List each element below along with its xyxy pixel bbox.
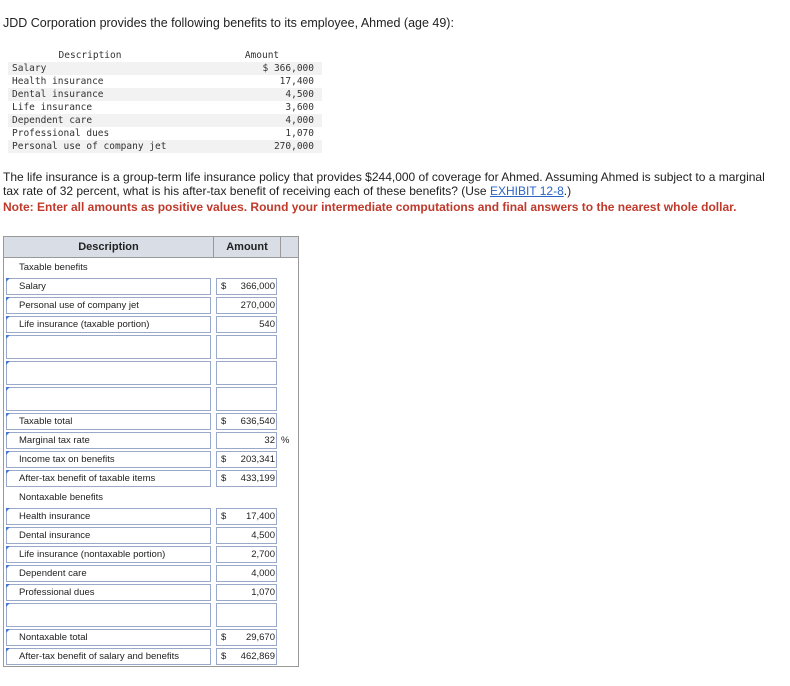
unit-cell: [279, 602, 298, 628]
given-table-header: [8, 49, 322, 62]
description-cell[interactable]: [4, 602, 213, 628]
description-cell[interactable]: [4, 628, 213, 647]
blank-entry-row: [4, 602, 298, 628]
answer-row: [4, 526, 298, 545]
given-desc: Health insurance: [12, 76, 104, 87]
dollar-sign: $: [221, 416, 227, 427]
answer-row: [4, 647, 298, 666]
amount-cell[interactable]: [213, 507, 279, 526]
answer-row: [4, 258, 298, 277]
dropdown-flag-icon: [6, 527, 10, 531]
given-amount: 1,070: [285, 128, 314, 139]
given-row: [8, 140, 322, 153]
description-cell[interactable]: [4, 412, 213, 431]
amount-cell[interactable]: [213, 469, 279, 488]
description-label: Dental insurance: [19, 530, 91, 541]
amount-value: 433,199: [240, 473, 275, 484]
description-label: After-tax benefit of taxable items: [19, 473, 156, 484]
answer-header-description: Description: [4, 237, 214, 257]
answer-row: [4, 545, 298, 564]
amount-value: 4,000: [251, 568, 275, 579]
description-cell[interactable]: [4, 545, 213, 564]
given-desc: Dependent care: [12, 115, 93, 126]
given-amount: 270,000: [273, 141, 314, 152]
amount-input[interactable]: [216, 603, 277, 627]
description-input[interactable]: [6, 387, 211, 411]
unit-cell: [279, 296, 298, 315]
answer-row: [4, 450, 298, 469]
dropdown-flag-icon: [6, 335, 10, 339]
amount-cell[interactable]: [213, 564, 279, 583]
amount-cell[interactable]: [213, 602, 279, 628]
amount-cell[interactable]: [213, 386, 279, 412]
percent-sign: %: [281, 435, 290, 446]
answer-row: [4, 469, 298, 488]
unit-cell: [279, 488, 298, 507]
unit-cell: [279, 526, 298, 545]
dollar-sign: $: [221, 281, 227, 292]
given-row: [8, 127, 322, 140]
unit-cell: [279, 277, 298, 296]
given-amount: 17,400: [279, 76, 314, 87]
description-label: Taxable total: [19, 416, 73, 427]
unit-cell: [279, 628, 298, 647]
given-amount: 3,600: [285, 102, 314, 113]
given-amount: $ 366,000: [262, 63, 314, 74]
amount-cell[interactable]: [213, 412, 279, 431]
given-desc: Personal use of company jet: [12, 141, 167, 152]
dollar-sign: $: [221, 473, 227, 484]
answer-row: [4, 277, 298, 296]
description-cell[interactable]: [4, 647, 213, 666]
description-label: Salary: [19, 281, 46, 292]
description-cell[interactable]: [4, 564, 213, 583]
answer-row: [4, 431, 298, 450]
unit-cell: [279, 469, 298, 488]
description-label: Income tax on benefits: [19, 454, 115, 465]
answer-row: [4, 488, 298, 507]
dollar-sign: $: [221, 632, 227, 643]
unit-cell: [279, 258, 298, 277]
unit-cell: [279, 412, 298, 431]
description-label: Nontaxable benefits: [19, 492, 103, 503]
description-cell[interactable]: [4, 431, 213, 450]
blank-entry-row: [4, 334, 298, 360]
dropdown-flag-icon: [6, 278, 10, 282]
blank-entry-row: [4, 360, 298, 386]
dropdown-flag-icon: [6, 629, 10, 633]
dropdown-flag-icon: [6, 361, 10, 365]
amount-value: 462,869: [240, 651, 275, 662]
description-cell[interactable]: [4, 334, 213, 360]
given-amount: 4,000: [285, 115, 314, 126]
unit-cell: [279, 647, 298, 666]
dropdown-flag-icon: [6, 470, 10, 474]
amount-cell[interactable]: [213, 296, 279, 315]
question-end: .): [563, 184, 572, 198]
question-text: [3, 170, 783, 198]
description-label: Life insurance (taxable portion): [19, 319, 150, 330]
description-label: After-tax benefit of salary and benefits: [19, 651, 180, 662]
answer-row: [4, 315, 298, 334]
blank-entry-row: [4, 386, 298, 412]
amount-value: 29,670: [245, 632, 275, 643]
given-header-amount: Amount: [244, 50, 280, 61]
unit-cell: [279, 545, 298, 564]
dollar-sign: $: [221, 651, 227, 662]
description-cell[interactable]: [4, 386, 213, 412]
unit-cell: [279, 386, 298, 412]
unit-cell: [279, 507, 298, 526]
intro-text: JDD Corporation provides the following benefits to its employee, Ahmed (age 49):: [3, 16, 454, 30]
instruction-note: Note: Enter all amounts as positive values. Round your intermediate computations and final answers to the nearest whole dollar.: [3, 200, 737, 214]
amount-value: 540: [259, 319, 275, 330]
dropdown-flag-icon: [6, 451, 10, 455]
answer-row: [4, 628, 298, 647]
dropdown-flag-icon: [6, 648, 10, 652]
answer-row: [4, 564, 298, 583]
amount-cell[interactable]: [213, 583, 279, 602]
given-row: [8, 75, 322, 88]
amount-cell[interactable]: [213, 628, 279, 647]
answer-table-header: [4, 237, 298, 258]
dropdown-flag-icon: [6, 508, 10, 512]
answer-row: [4, 583, 298, 602]
dropdown-flag-icon: [6, 413, 10, 417]
description-label: Taxable benefits: [19, 262, 88, 273]
dropdown-flag-icon: [6, 565, 10, 569]
unit-cell: [279, 431, 298, 450]
description-cell[interactable]: [4, 526, 213, 545]
description-cell: [4, 488, 213, 507]
description-label: Dependent care: [19, 568, 87, 579]
description-cell[interactable]: [4, 360, 213, 386]
dropdown-flag-icon: [6, 297, 10, 301]
amount-value: 4,500: [251, 530, 275, 541]
given-desc: Dental insurance: [12, 89, 104, 100]
amount-cell[interactable]: [213, 277, 279, 296]
unit-cell: [279, 583, 298, 602]
amount-value: 270,000: [240, 300, 275, 311]
amount-cell[interactable]: [213, 526, 279, 545]
given-row: [8, 88, 322, 101]
given-desc: Professional dues: [12, 128, 110, 139]
given-row: [8, 114, 322, 127]
description-cell[interactable]: [4, 469, 213, 488]
dollar-sign: $: [221, 454, 227, 465]
dropdown-flag-icon: [6, 432, 10, 436]
dropdown-flag-icon: [6, 546, 10, 550]
amount-value: 636,540: [240, 416, 275, 427]
given-amount: 4,500: [285, 89, 314, 100]
amount-value: 17,400: [245, 511, 275, 522]
amount-cell[interactable]: [213, 647, 279, 666]
description-input[interactable]: [6, 361, 211, 385]
description-label: Life insurance (nontaxable portion): [19, 549, 166, 560]
amount-cell[interactable]: [213, 360, 279, 386]
description-cell[interactable]: [4, 450, 213, 469]
given-row: [8, 101, 322, 114]
amount-value: 2,700: [251, 549, 275, 560]
dropdown-flag-icon: [6, 603, 10, 607]
amount-value: 1,070: [251, 587, 275, 598]
description-label: Professional dues: [19, 587, 95, 598]
question-body: The life insurance is a group-term life insurance policy that provides $244,000 of coverage for Ahmed. Assuming Ahmed is subject to a marginal tax rate of 32 percent, what is his after-tax benefit of receiving each of these benefits? (Use: [3, 170, 765, 198]
amount-cell: [213, 258, 279, 277]
amount-input[interactable]: [216, 387, 277, 411]
amount-cell[interactable]: [213, 545, 279, 564]
amount-cell[interactable]: [213, 431, 279, 450]
unit-cell: [279, 315, 298, 334]
description-cell[interactable]: [4, 296, 213, 315]
answer-row: [4, 507, 298, 526]
answer-row: [4, 412, 298, 431]
amount-value: 203,341: [240, 454, 275, 465]
answer-row: [4, 296, 298, 315]
amount-cell[interactable]: [213, 315, 279, 334]
given-desc: Life insurance: [12, 102, 93, 113]
given-desc: Salary: [12, 63, 47, 74]
description-input[interactable]: [6, 335, 211, 359]
description-cell[interactable]: [4, 277, 213, 296]
description-label: Nontaxable total: [19, 632, 88, 643]
dropdown-flag-icon: [6, 387, 10, 391]
given-benefits-table: [8, 49, 322, 153]
unit-cell: [279, 564, 298, 583]
description-cell[interactable]: [4, 315, 213, 334]
amount-value: 32: [264, 435, 275, 446]
description-cell: [4, 258, 213, 277]
description-label: Marginal tax rate: [19, 435, 90, 446]
amount-cell: [213, 488, 279, 507]
description-cell[interactable]: [4, 507, 213, 526]
dropdown-flag-icon: [6, 584, 10, 588]
unit-cell: [279, 450, 298, 469]
unit-cell: [279, 334, 298, 360]
description-input[interactable]: [6, 603, 211, 627]
amount-cell[interactable]: [213, 450, 279, 469]
description-cell[interactable]: [4, 583, 213, 602]
amount-value: 366,000: [240, 281, 275, 292]
dropdown-flag-icon: [6, 316, 10, 320]
description-label: Health insurance: [19, 511, 91, 522]
amount-input[interactable]: [216, 361, 277, 385]
dollar-sign: $: [221, 511, 227, 522]
answer-header-amount: Amount: [214, 237, 281, 257]
answer-table: [3, 236, 299, 667]
description-label: Personal use of company jet: [19, 300, 139, 311]
unit-cell: [279, 360, 298, 386]
amount-input[interactable]: [216, 335, 277, 359]
exhibit-link[interactable]: EXHIBIT 12-8: [489, 184, 564, 198]
given-header-description: Description: [58, 50, 122, 61]
amount-cell[interactable]: [213, 334, 279, 360]
given-row: [8, 62, 322, 75]
